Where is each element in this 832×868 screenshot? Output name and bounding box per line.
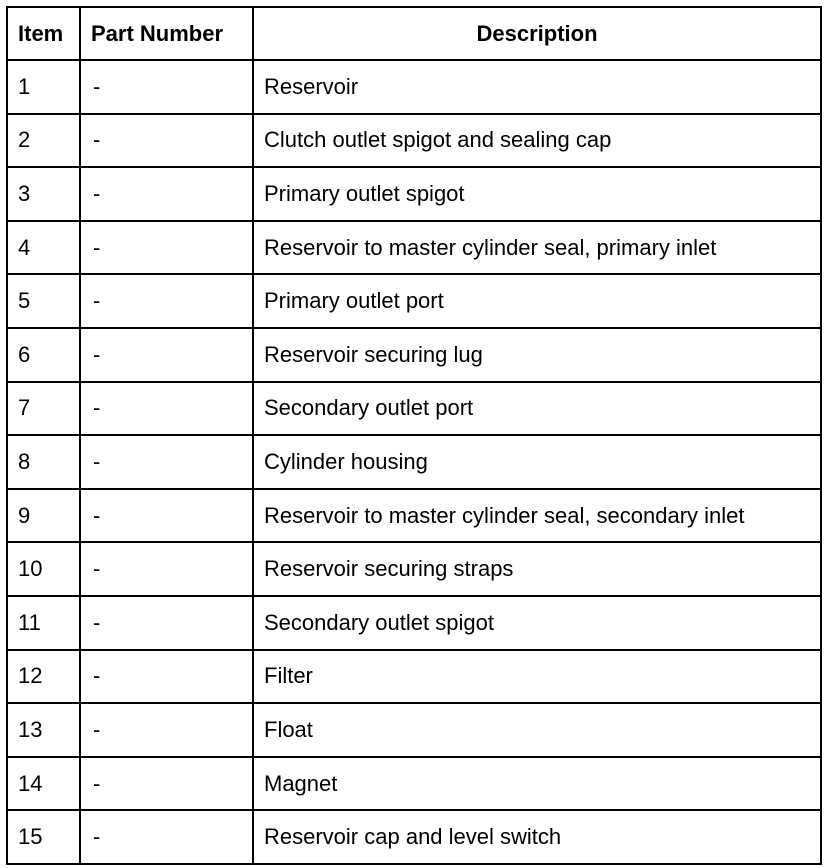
- item-cell: 1: [7, 60, 80, 114]
- item-cell: 15: [7, 810, 80, 864]
- item-cell: 6: [7, 328, 80, 382]
- description-cell: Primary outlet port: [253, 274, 821, 328]
- table-row: [7, 382, 821, 436]
- item-cell: 2: [7, 114, 80, 168]
- item-cell: 3: [7, 167, 80, 221]
- item-cell: 12: [7, 650, 80, 704]
- description-cell: Primary outlet spigot: [253, 167, 821, 221]
- table-row: [7, 757, 821, 811]
- description-cell: Magnet: [253, 757, 821, 811]
- description-cell: Cylinder housing: [253, 435, 821, 489]
- description-cell: Reservoir securing lug: [253, 328, 821, 382]
- header-part-number: Part Number: [80, 7, 253, 60]
- part-number-cell: -: [80, 703, 253, 757]
- part-number-cell: -: [80, 60, 253, 114]
- description-cell: Reservoir: [253, 60, 821, 114]
- table-row: [7, 435, 821, 489]
- table-row: [7, 542, 821, 596]
- item-cell: 10: [7, 542, 80, 596]
- table-row: [7, 274, 821, 328]
- table-body: [7, 60, 821, 864]
- table-row: [7, 221, 821, 275]
- part-number-cell: -: [80, 810, 253, 864]
- description-cell: Secondary outlet port: [253, 382, 821, 436]
- item-cell: 14: [7, 757, 80, 811]
- table-row: [7, 703, 821, 757]
- header-row: [7, 7, 821, 60]
- table-row: [7, 596, 821, 650]
- part-number-cell: -: [80, 167, 253, 221]
- description-cell: Float: [253, 703, 821, 757]
- part-number-cell: -: [80, 221, 253, 275]
- part-number-cell: -: [80, 274, 253, 328]
- part-number-cell: -: [80, 650, 253, 704]
- table-row: [7, 60, 821, 114]
- description-cell: Reservoir to master cylinder seal, secondary inlet: [253, 489, 821, 543]
- item-cell: 7: [7, 382, 80, 436]
- header-item: Item: [7, 7, 80, 60]
- item-cell: 5: [7, 274, 80, 328]
- description-cell: Filter: [253, 650, 821, 704]
- header-description: Description: [253, 7, 821, 60]
- table-row: [7, 650, 821, 704]
- item-cell: 11: [7, 596, 80, 650]
- part-number-cell: -: [80, 114, 253, 168]
- description-cell: Secondary outlet spigot: [253, 596, 821, 650]
- part-number-cell: -: [80, 596, 253, 650]
- item-cell: 13: [7, 703, 80, 757]
- description-cell: Reservoir cap and level switch: [253, 810, 821, 864]
- item-cell: 8: [7, 435, 80, 489]
- part-number-cell: -: [80, 542, 253, 596]
- item-cell: 4: [7, 221, 80, 275]
- description-cell: Clutch outlet spigot and sealing cap: [253, 114, 821, 168]
- part-number-cell: -: [80, 382, 253, 436]
- table-row: [7, 489, 821, 543]
- table-row: [7, 114, 821, 168]
- description-cell: Reservoir securing straps: [253, 542, 821, 596]
- part-number-cell: -: [80, 435, 253, 489]
- part-number-cell: -: [80, 757, 253, 811]
- part-number-cell: -: [80, 489, 253, 543]
- table-row: [7, 328, 821, 382]
- part-number-cell: -: [80, 328, 253, 382]
- description-cell: Reservoir to master cylinder seal, primary inlet: [253, 221, 821, 275]
- table-row: [7, 167, 821, 221]
- table-row: [7, 810, 821, 864]
- parts-table: [6, 6, 822, 865]
- item-cell: 9: [7, 489, 80, 543]
